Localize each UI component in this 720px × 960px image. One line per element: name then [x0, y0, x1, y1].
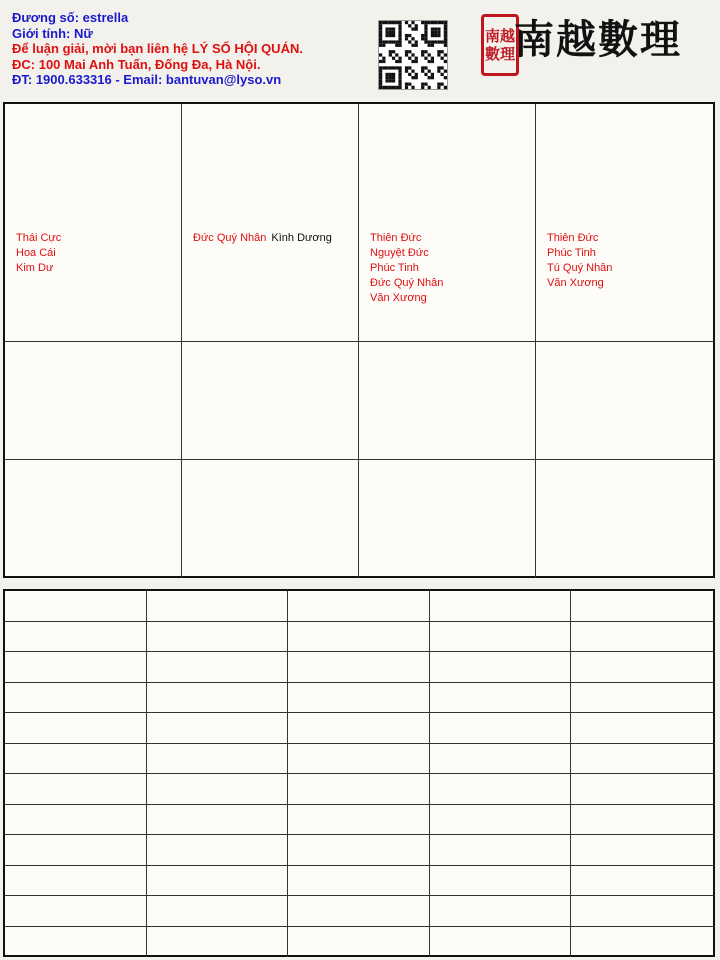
qr-code-icon: [378, 20, 448, 90]
year-cell: [288, 774, 430, 805]
dai-van-cell-3: [359, 342, 536, 460]
year-cell: [571, 744, 713, 775]
year-cell: [5, 805, 147, 836]
phone-email: ĐT: 1900.633316 - Email: bantuvan@lyso.vn: [12, 72, 282, 87]
annual-table: [3, 589, 715, 957]
year-cell: [288, 652, 430, 683]
year-cell: [288, 713, 430, 744]
year-cell: [430, 652, 572, 683]
special-star: Kim Dư: [16, 262, 54, 274]
seal-stamp: 南越 數理: [481, 14, 519, 76]
logo-text: 南越數理: [514, 16, 682, 63]
special-star: Đức Quý Nhân: [193, 232, 267, 244]
special-star: Thiên Đức: [370, 232, 422, 244]
gender: Giới tính: Nữ: [12, 25, 93, 41]
year-cell: [147, 683, 289, 714]
year-cell: [5, 652, 147, 683]
year-cell: [571, 683, 713, 714]
pillar-cell-0: [5, 104, 182, 342]
year-cell: [430, 927, 572, 958]
header-info: [12, 10, 303, 88]
year-cell: [5, 622, 147, 653]
year-cell: [430, 896, 572, 927]
year-cell: [5, 835, 147, 866]
owner-name: Đương số: estrella: [12, 10, 129, 25]
year-cell: [147, 652, 289, 683]
year-cell: [5, 744, 147, 775]
year-cell: [288, 591, 430, 622]
year-cell: [147, 744, 289, 775]
year-cell: [288, 622, 430, 653]
special-star: Đức Quý Nhân: [370, 277, 444, 289]
pillar-cell-3: [536, 104, 713, 342]
year-cell: [5, 896, 147, 927]
dai-van-cell-4: [536, 342, 713, 460]
year-cell: [430, 744, 572, 775]
year-cell: [430, 713, 572, 744]
special-stars: [370, 231, 443, 306]
pillar-cell-1: [182, 104, 359, 342]
year-cell: [288, 835, 430, 866]
year-cell: [571, 591, 713, 622]
year-cell: [288, 744, 430, 775]
year-cell: [147, 591, 289, 622]
year-cell: [147, 866, 289, 897]
year-cell: [571, 713, 713, 744]
year-cell: [147, 896, 289, 927]
year-cell: [5, 713, 147, 744]
year-cell: [288, 805, 430, 836]
special-star: Phúc Tinh: [370, 262, 419, 274]
year-cell: [288, 866, 430, 897]
year-cell: [571, 896, 713, 927]
year-cell: [147, 774, 289, 805]
pillar-cell-2: [359, 104, 536, 342]
special-star: Nguyệt Đức: [370, 247, 429, 259]
address: ĐC: 100 Mai Anh Tuấn, Đống Đa, Hà Nội.: [12, 56, 261, 72]
year-cell: [571, 927, 713, 958]
dai-van-cell-7: [359, 460, 536, 578]
special-stars: [547, 231, 612, 291]
special-star: Văn Xương: [370, 292, 427, 304]
year-cell: [571, 805, 713, 836]
special-star: Phúc Tinh: [547, 247, 596, 259]
year-cell: [5, 683, 147, 714]
special-star: Thiên Đức: [547, 232, 599, 244]
year-cell: [571, 652, 713, 683]
special-star: Văn Xương: [547, 277, 604, 289]
dai-van-cell-8: [536, 460, 713, 578]
year-cell: [147, 835, 289, 866]
special-star: Kình Dương: [271, 232, 332, 244]
year-cell: [571, 866, 713, 897]
year-cell: [5, 866, 147, 897]
dai-van-cell-5: [5, 460, 182, 578]
dai-van-cell-2: [182, 342, 359, 460]
special-star: Thái Cực: [16, 232, 62, 244]
year-cell: [571, 774, 713, 805]
year-cell: [430, 866, 572, 897]
year-cell: [288, 683, 430, 714]
year-cell: [288, 896, 430, 927]
main-chart: [3, 102, 715, 578]
year-cell: [147, 713, 289, 744]
contact-invite: Để luận giải, mời bạn liên hệ LÝ SỐ HỘI QUÁN.: [12, 41, 303, 56]
year-cell: [430, 805, 572, 836]
year-cell: [430, 683, 572, 714]
year-cell: [5, 774, 147, 805]
year-cell: [147, 805, 289, 836]
year-cell: [147, 927, 289, 958]
dai-van-cell-6: [182, 460, 359, 578]
year-cell: [571, 835, 713, 866]
year-cell: [147, 622, 289, 653]
year-cell: [430, 622, 572, 653]
year-cell: [571, 622, 713, 653]
year-cell: [5, 927, 147, 958]
year-cell: [288, 927, 430, 958]
year-cell: [430, 835, 572, 866]
special-star: Tú Quý Nhân: [547, 262, 613, 274]
special-stars: [16, 231, 61, 276]
special-stars: [193, 231, 337, 246]
year-cell: [430, 591, 572, 622]
dai-van-cell-1: [5, 342, 182, 460]
special-star: Hoa Cái: [16, 247, 56, 259]
year-cell: [5, 591, 147, 622]
year-cell: [430, 774, 572, 805]
